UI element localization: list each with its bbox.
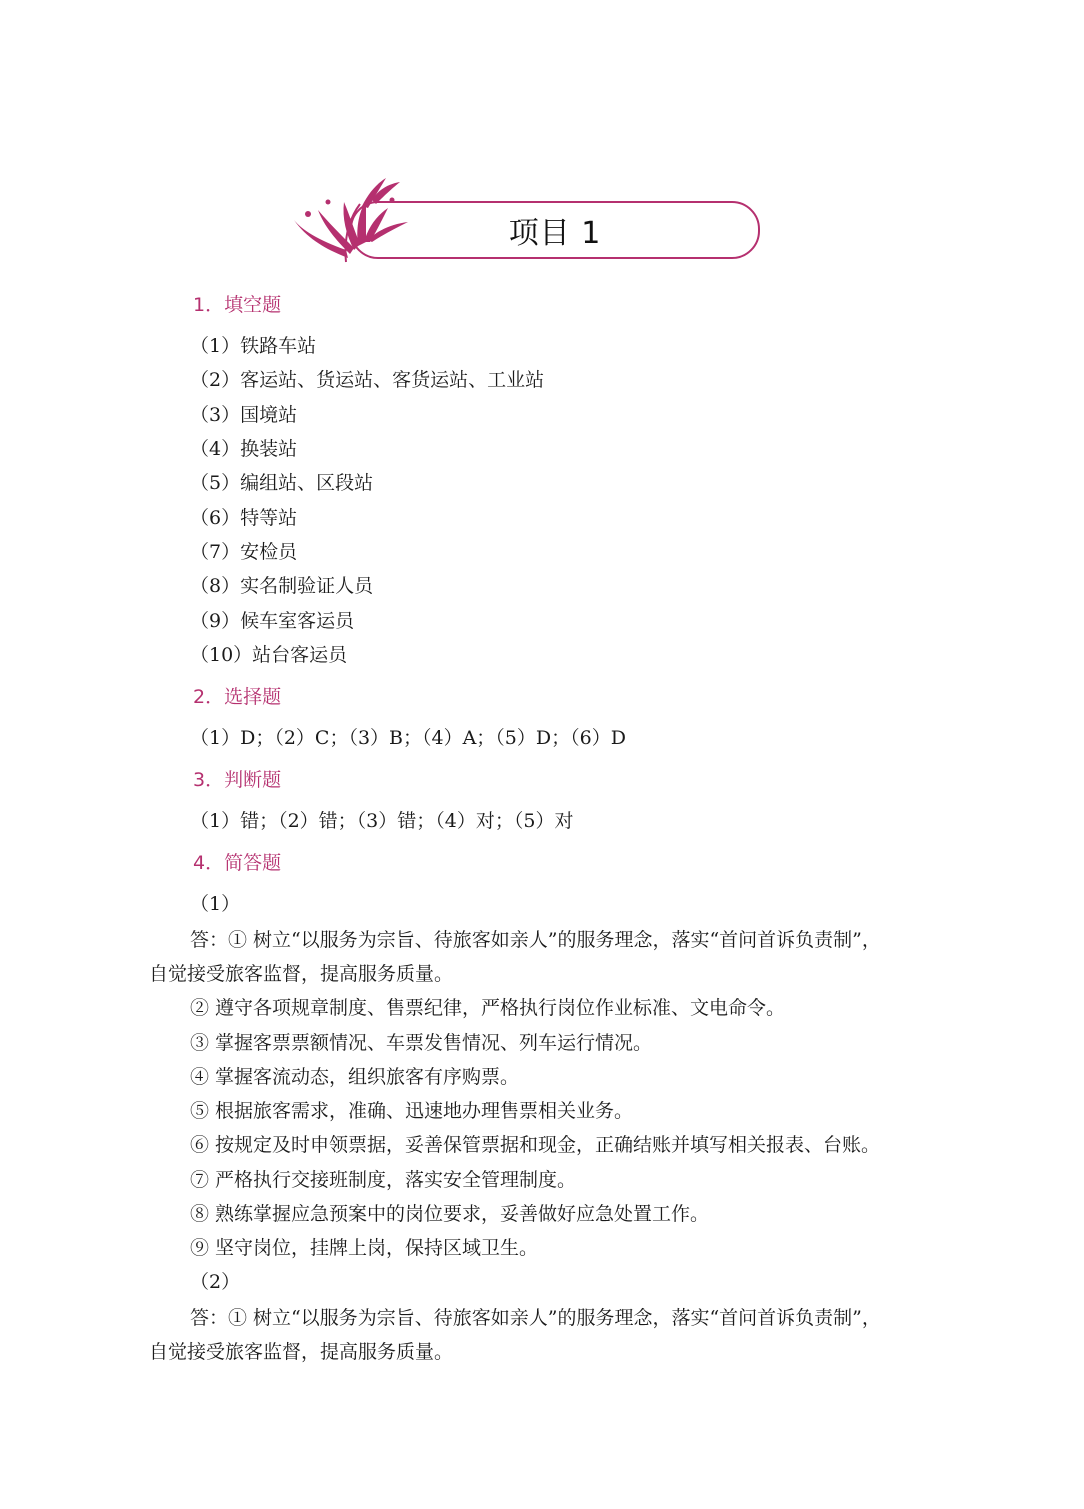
answer-point: ⑦ 严格执行交接班制度，落实安全管理制度。: [190, 1169, 577, 1191]
answer-text: 自觉接受旅客监督，提高服务质量。: [149, 963, 454, 985]
list-item: （5）编组站、区段站: [190, 472, 374, 494]
list-item: （1）错；（2）错；（3）错；（4）对；（5）对: [190, 810, 574, 832]
answer-text: 答：① 树立“以服务为宗旨、待旅客如亲人”的服务理念，落实“首问首诉负责制”，: [190, 1307, 881, 1329]
list-item: （4）换装站: [190, 438, 298, 460]
list-item: （9）候车室客运员: [190, 610, 355, 632]
list-item: （1）D；（2）C；（3）B；（4）A；（5）D；（6）D: [190, 727, 626, 749]
answer-point: ⑤ 根据旅客需求，准确、迅速地办理售票相关业务。: [190, 1100, 634, 1122]
question-label: （2）: [190, 1271, 241, 1293]
section-heading: 4．简答题: [193, 852, 282, 874]
section-heading: 1．填空题: [193, 294, 282, 316]
list-item: （6）特等站: [190, 507, 298, 529]
list-item: （3）国境站: [190, 404, 298, 426]
answer-point: ⑧ 熟练掌握应急预案中的岗位要求，妥善做好应急处置工作。: [190, 1203, 710, 1225]
section-heading: 2．选择题: [193, 686, 282, 708]
list-item: （10）站台客运员: [190, 644, 348, 666]
answer-point: ④ 掌握客流动态，组织旅客有序购票。: [190, 1066, 520, 1088]
question-label: （1）: [190, 893, 241, 915]
answer-point: ③ 掌握客票票额情况、车票发售情况、列车运行情况。: [190, 1032, 653, 1054]
list-item: （2）客运站、货运站、客货运站、工业站: [190, 369, 545, 391]
answer-point: ⑨ 坚守岗位，挂牌上岗，保持区域卫生。: [190, 1237, 539, 1259]
list-item: （7）安检员: [190, 541, 298, 563]
list-item: （1）铁路车站: [190, 335, 317, 357]
answer-point: ⑥ 按规定及时申领票据，妥善保管票据和现金，正确结账并填写相关报表、台账。: [190, 1134, 881, 1156]
answer-text: 自觉接受旅客监督，提高服务质量。: [149, 1341, 454, 1363]
list-item: （8）实名制验证人员: [190, 575, 374, 597]
section-heading: 3．判断题: [193, 769, 282, 791]
answer-text: 答：① 树立“以服务为宗旨、待旅客如亲人”的服务理念，落实“首问首诉负责制”，: [190, 929, 881, 951]
page-title: 项目 1: [350, 201, 760, 259]
answer-point: ② 遵守各项规章制度、售票纪律，严格执行岗位作业标准、文电命令。: [190, 997, 786, 1019]
